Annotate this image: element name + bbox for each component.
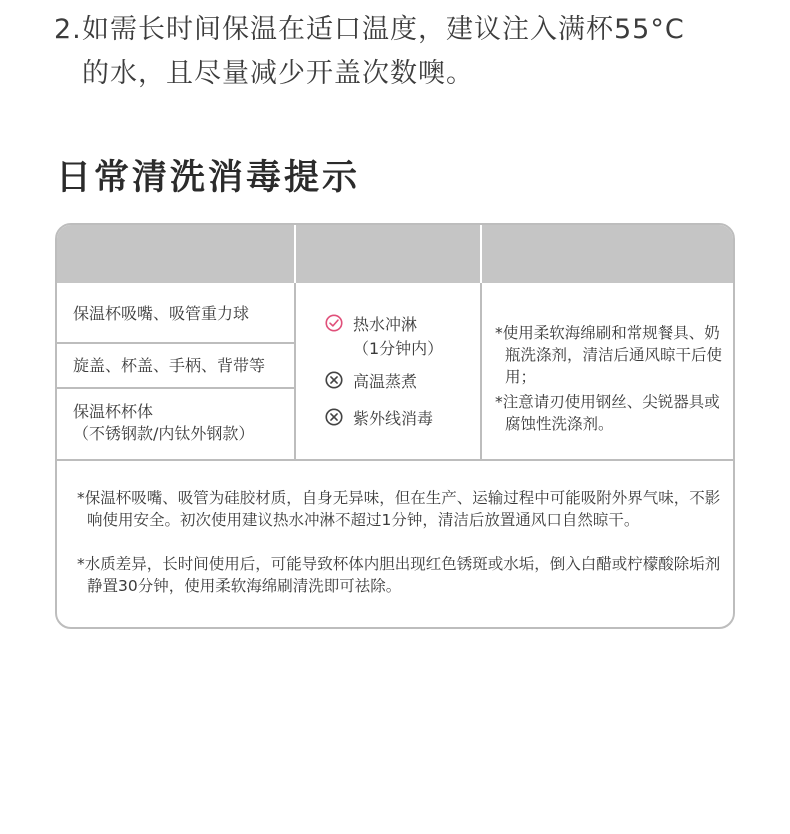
note-silicone: *保温杯吸嘴、吸管为硅胶材质，自身无异味，但在生产、运输过程中可能吸附外界气味，不影响使用安全。初次使用建议热水冲淋不超过1分钟，清洁后放置通风口自然晾干。 bbox=[77, 489, 721, 529]
intro-line-1 bbox=[54, 8, 774, 52]
table-header bbox=[57, 225, 733, 283]
item-lid-handle: 旋盖、杯盖、手柄、背带等 bbox=[73, 356, 266, 375]
intro-text-1: 如需长时间保温在适口温度，建议注入满杯55°C bbox=[82, 14, 685, 45]
item-body-material: （不锈钢款/内钛外钢款） bbox=[73, 424, 255, 443]
cross-circle-icon bbox=[325, 371, 343, 389]
column-divider bbox=[480, 283, 482, 459]
cleaning-table bbox=[55, 223, 735, 629]
header-cell-method bbox=[296, 225, 480, 283]
item-mouthpiece: 保温杯吸嘴、吸管重力球 bbox=[73, 304, 250, 323]
intro-number: 2. bbox=[54, 14, 82, 45]
check-circle-icon bbox=[325, 314, 343, 332]
row-divider bbox=[57, 342, 294, 344]
method-label: 高温蒸煮 bbox=[353, 372, 418, 391]
advice-detergent: *使用柔软海绵刷和常规餐具、奶瓶洗涤剂，清洁后通风晾干后使用； bbox=[495, 324, 723, 386]
row-divider bbox=[57, 387, 294, 389]
column-divider bbox=[294, 283, 296, 459]
item-body-name: 保温杯杯体 bbox=[73, 402, 154, 421]
section-title: 日常清洗消毒提示 bbox=[56, 158, 361, 198]
advice-warning: *注意请刃使用钢丝、尖锐器具或腐蚀性洗涤剂。 bbox=[495, 393, 720, 433]
note-descaling: *水质差异，长时间使用后，可能导致杯体内胆出现红色锈斑或水垢，倒入白醋或柠檬酸除垢剂静置30分钟，使用柔软海绵刷清洗即可祛除。 bbox=[77, 555, 721, 595]
intro-line-2: 的水，且尽量减少开盖次数噢。 bbox=[82, 58, 474, 89]
header-cell-advice bbox=[482, 225, 733, 283]
method-label: 热水冲淋 bbox=[353, 315, 418, 334]
item-body bbox=[73, 401, 254, 445]
header-cell-item bbox=[57, 225, 294, 283]
section-divider bbox=[57, 459, 733, 461]
intro-tip bbox=[54, 8, 774, 96]
method-label: 紫外线消毒 bbox=[353, 409, 434, 428]
method-duration: （1分钟内） bbox=[353, 339, 444, 358]
cross-circle-icon bbox=[325, 408, 343, 426]
